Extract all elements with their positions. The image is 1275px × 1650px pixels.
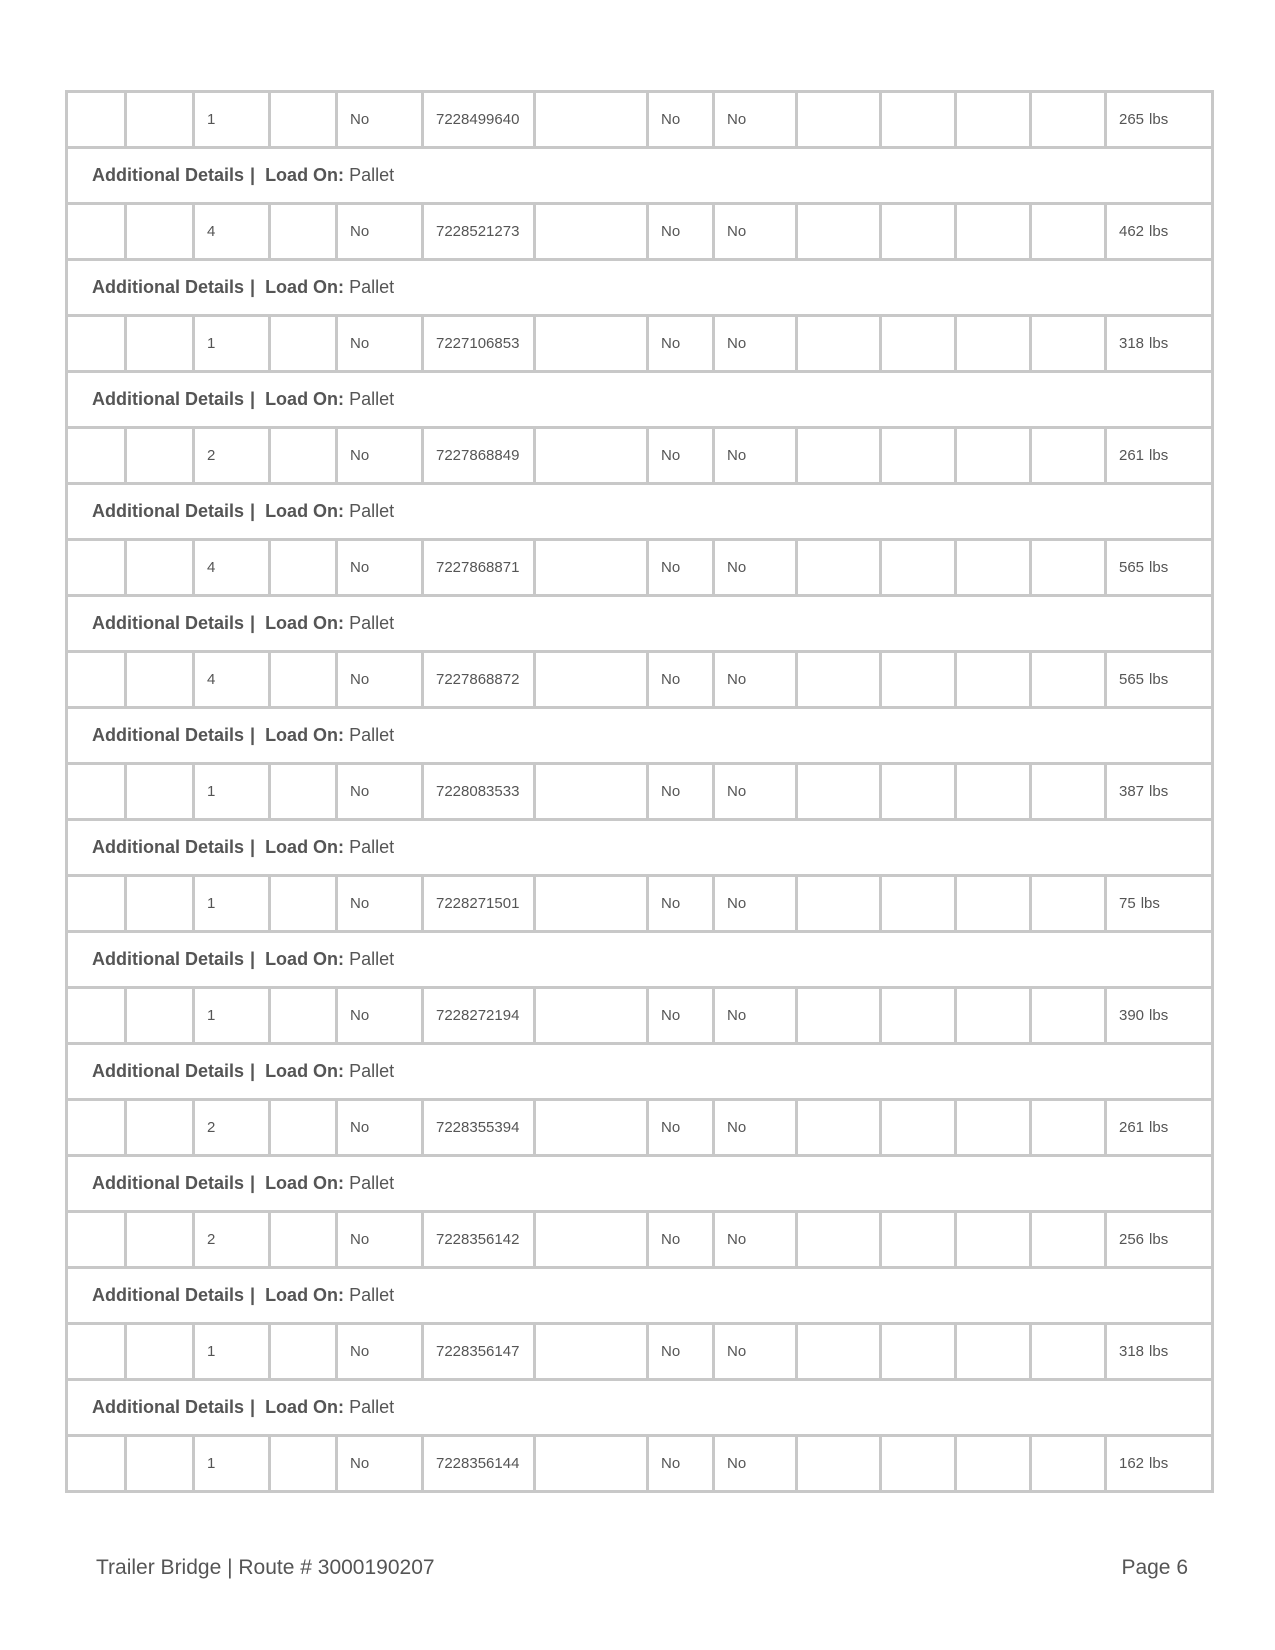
flag-cell: No (714, 764, 797, 820)
table-row (67, 428, 1213, 484)
empty-cell (881, 428, 956, 484)
empty-cell (535, 1100, 648, 1156)
empty-cell (797, 540, 881, 596)
load-on-value: Pallet (349, 1173, 395, 1193)
load-on-label: Load On: (265, 1061, 345, 1081)
weight-unit: lbs (1149, 783, 1169, 800)
empty-cell (126, 540, 194, 596)
flag-cell: No (337, 652, 423, 708)
flag-cell: No (648, 1324, 714, 1380)
additional-details-cell (67, 820, 1213, 876)
flag-cell: No (337, 92, 423, 148)
bol-number-cell: 7227868872 (423, 652, 535, 708)
weight-value: 261 (1119, 447, 1145, 464)
load-on-value: Pallet (349, 165, 395, 185)
empty-cell (881, 540, 956, 596)
empty-cell (1031, 428, 1106, 484)
empty-cell (1031, 540, 1106, 596)
bol-number-cell: 7228356142 (423, 1212, 535, 1268)
empty-cell (956, 92, 1031, 148)
table-row (67, 1212, 1213, 1268)
empty-cell (1031, 988, 1106, 1044)
empty-cell (67, 652, 126, 708)
flag-cell: No (337, 204, 423, 260)
additional-details-row (67, 932, 1213, 988)
empty-cell (1031, 316, 1106, 372)
empty-cell (126, 988, 194, 1044)
additional-details-cell (67, 484, 1213, 540)
empty-cell (881, 988, 956, 1044)
load-on-value: Pallet (349, 1285, 395, 1305)
weight-cell (1106, 1436, 1213, 1492)
table-row (67, 1100, 1213, 1156)
detail-label: Additional Details (92, 949, 245, 969)
empty-cell (956, 316, 1031, 372)
empty-cell (956, 1436, 1031, 1492)
additional-details-cell (67, 148, 1213, 204)
empty-cell (956, 1212, 1031, 1268)
detail-separator: | (250, 613, 256, 633)
flag-cell: No (714, 1100, 797, 1156)
flag-cell: No (337, 1324, 423, 1380)
empty-cell (67, 316, 126, 372)
detail-separator: | (250, 837, 256, 857)
weight-unit: lbs (1149, 447, 1169, 464)
empty-cell (956, 1100, 1031, 1156)
empty-cell (67, 428, 126, 484)
load-on-label: Load On: (265, 949, 345, 969)
weight-value: 318 (1119, 1343, 1145, 1360)
empty-cell (126, 1212, 194, 1268)
empty-cell (535, 316, 648, 372)
empty-cell (67, 764, 126, 820)
flag-cell: No (648, 316, 714, 372)
empty-cell (535, 428, 648, 484)
weight-unit: lbs (1149, 559, 1169, 576)
empty-cell (956, 1324, 1031, 1380)
weight-cell (1106, 428, 1213, 484)
flag-cell: No (648, 764, 714, 820)
additional-details-row (67, 820, 1213, 876)
flag-cell: No (648, 652, 714, 708)
additional-details-row (67, 1156, 1213, 1212)
empty-cell (126, 876, 194, 932)
flag-cell: No (714, 1212, 797, 1268)
empty-cell (881, 1324, 956, 1380)
flag-cell: No (648, 428, 714, 484)
flag-cell: No (337, 876, 423, 932)
empty-cell (956, 876, 1031, 932)
detail-separator: | (250, 165, 256, 185)
empty-cell (535, 988, 648, 1044)
bol-number-cell: 7227868871 (423, 540, 535, 596)
flag-cell: No (714, 1436, 797, 1492)
empty-cell (1031, 764, 1106, 820)
empty-cell (270, 204, 337, 260)
detail-separator: | (250, 1285, 256, 1305)
empty-cell (881, 1436, 956, 1492)
quantity-cell: 4 (194, 540, 270, 596)
detail-separator: | (250, 949, 256, 969)
detail-label: Additional Details (92, 1397, 245, 1417)
weight-value: 565 (1119, 559, 1145, 576)
flag-cell: No (337, 428, 423, 484)
flag-cell: No (714, 988, 797, 1044)
detail-label: Additional Details (92, 1285, 245, 1305)
flag-cell: No (337, 1436, 423, 1492)
bol-number-cell: 7227868849 (423, 428, 535, 484)
empty-cell (797, 1100, 881, 1156)
additional-details-cell (67, 1268, 1213, 1324)
bol-number-cell: 7227106853 (423, 316, 535, 372)
table-row (67, 652, 1213, 708)
quantity-cell: 2 (194, 1212, 270, 1268)
flag-cell: No (714, 316, 797, 372)
flag-cell: No (648, 876, 714, 932)
flag-cell: No (714, 876, 797, 932)
load-on-value: Pallet (349, 1061, 395, 1081)
flag-cell: No (648, 988, 714, 1044)
empty-cell (126, 316, 194, 372)
weight-value: 261 (1119, 1119, 1145, 1136)
quantity-cell: 1 (194, 92, 270, 148)
load-on-label: Load On: (265, 1173, 345, 1193)
detail-label: Additional Details (92, 277, 245, 297)
empty-cell (126, 204, 194, 260)
weight-unit: lbs (1149, 1343, 1169, 1360)
quantity-cell: 2 (194, 428, 270, 484)
additional-details-cell (67, 260, 1213, 316)
empty-cell (67, 204, 126, 260)
quantity-cell: 1 (194, 1324, 270, 1380)
detail-separator: | (250, 725, 256, 745)
empty-cell (881, 204, 956, 260)
weight-cell (1106, 92, 1213, 148)
flag-cell: No (337, 1212, 423, 1268)
weight-value: 565 (1119, 671, 1145, 688)
load-on-label: Load On: (265, 389, 345, 409)
bol-number-cell: 7228521273 (423, 204, 535, 260)
empty-cell (270, 1436, 337, 1492)
empty-cell (67, 1324, 126, 1380)
detail-separator: | (250, 1397, 256, 1417)
table-row (67, 1436, 1213, 1492)
flag-cell: No (714, 652, 797, 708)
weight-value: 318 (1119, 335, 1145, 352)
load-on-value: Pallet (349, 613, 395, 633)
empty-cell (1031, 1436, 1106, 1492)
empty-cell (270, 764, 337, 820)
quantity-cell: 2 (194, 1100, 270, 1156)
load-on-value: Pallet (349, 949, 395, 969)
empty-cell (270, 1324, 337, 1380)
weight-unit: lbs (1149, 1119, 1169, 1136)
weight-value: 75 (1119, 895, 1136, 912)
weight-cell (1106, 316, 1213, 372)
flag-cell: No (648, 1212, 714, 1268)
detail-label: Additional Details (92, 1173, 245, 1193)
flag-cell: No (648, 204, 714, 260)
empty-cell (881, 316, 956, 372)
empty-cell (881, 1212, 956, 1268)
load-on-label: Load On: (265, 501, 345, 521)
detail-label: Additional Details (92, 165, 245, 185)
shipment-table-body (67, 92, 1213, 1492)
empty-cell (535, 876, 648, 932)
empty-cell (535, 92, 648, 148)
empty-cell (67, 876, 126, 932)
weight-value: 162 (1119, 1455, 1145, 1472)
shipment-table (65, 90, 1214, 1493)
bol-number-cell: 7228272194 (423, 988, 535, 1044)
empty-cell (270, 316, 337, 372)
load-on-label: Load On: (265, 613, 345, 633)
empty-cell (797, 876, 881, 932)
table-row (67, 876, 1213, 932)
weight-cell (1106, 540, 1213, 596)
detail-separator: | (250, 277, 256, 297)
weight-value: 390 (1119, 1007, 1145, 1024)
empty-cell (881, 764, 956, 820)
empty-cell (797, 1324, 881, 1380)
weight-cell (1106, 1324, 1213, 1380)
weight-cell (1106, 652, 1213, 708)
detail-separator: | (250, 501, 256, 521)
weight-cell (1106, 1212, 1213, 1268)
detail-label: Additional Details (92, 837, 245, 857)
bol-number-cell: 7228356147 (423, 1324, 535, 1380)
additional-details-row (67, 708, 1213, 764)
weight-value: 387 (1119, 783, 1145, 800)
load-on-label: Load On: (265, 165, 345, 185)
empty-cell (535, 1324, 648, 1380)
empty-cell (797, 652, 881, 708)
flag-cell: No (648, 1436, 714, 1492)
empty-cell (67, 1436, 126, 1492)
empty-cell (797, 428, 881, 484)
quantity-cell: 4 (194, 652, 270, 708)
empty-cell (1031, 92, 1106, 148)
empty-cell (956, 428, 1031, 484)
empty-cell (535, 204, 648, 260)
empty-cell (881, 1100, 956, 1156)
load-on-label: Load On: (265, 837, 345, 857)
weight-cell (1106, 1100, 1213, 1156)
empty-cell (67, 1100, 126, 1156)
flag-cell: No (337, 988, 423, 1044)
additional-details-row (67, 148, 1213, 204)
flag-cell: No (714, 1324, 797, 1380)
flag-cell: No (714, 428, 797, 484)
empty-cell (126, 764, 194, 820)
additional-details-cell (67, 1380, 1213, 1436)
footer-route: Trailer Bridge | Route # 3000190207 (96, 1556, 435, 1579)
detail-separator: | (250, 1173, 256, 1193)
empty-cell (1031, 652, 1106, 708)
detail-label: Additional Details (92, 725, 245, 745)
quantity-cell: 1 (194, 316, 270, 372)
empty-cell (881, 876, 956, 932)
additional-details-row (67, 1380, 1213, 1436)
empty-cell (270, 92, 337, 148)
load-on-label: Load On: (265, 277, 345, 297)
load-on-value: Pallet (349, 501, 395, 521)
empty-cell (956, 988, 1031, 1044)
additional-details-row (67, 372, 1213, 428)
weight-value: 256 (1119, 1231, 1145, 1248)
empty-cell (797, 204, 881, 260)
flag-cell: No (648, 92, 714, 148)
weight-unit: lbs (1149, 111, 1169, 128)
empty-cell (797, 92, 881, 148)
footer-page-number: Page 6 (1121, 1556, 1188, 1579)
weight-unit: lbs (1149, 1231, 1169, 1248)
empty-cell (126, 428, 194, 484)
empty-cell (1031, 1100, 1106, 1156)
empty-cell (126, 1324, 194, 1380)
weight-unit: lbs (1149, 335, 1169, 352)
weight-unit: lbs (1149, 223, 1169, 240)
empty-cell (797, 1436, 881, 1492)
load-on-value: Pallet (349, 389, 395, 409)
bol-number-cell: 7228499640 (423, 92, 535, 148)
weight-unit: lbs (1140, 895, 1160, 912)
empty-cell (797, 316, 881, 372)
detail-label: Additional Details (92, 389, 245, 409)
empty-cell (126, 1100, 194, 1156)
table-row (67, 204, 1213, 260)
empty-cell (270, 1100, 337, 1156)
table-row (67, 316, 1213, 372)
bol-number-cell: 7228355394 (423, 1100, 535, 1156)
bol-number-cell: 7228271501 (423, 876, 535, 932)
empty-cell (270, 1212, 337, 1268)
load-on-label: Load On: (265, 725, 345, 745)
empty-cell (956, 764, 1031, 820)
empty-cell (270, 428, 337, 484)
flag-cell: No (337, 316, 423, 372)
flag-cell: No (714, 92, 797, 148)
flag-cell: No (337, 540, 423, 596)
empty-cell (1031, 204, 1106, 260)
empty-cell (797, 1212, 881, 1268)
empty-cell (126, 92, 194, 148)
empty-cell (126, 1436, 194, 1492)
table-row (67, 540, 1213, 596)
empty-cell (881, 92, 956, 148)
detail-label: Additional Details (92, 613, 245, 633)
detail-label: Additional Details (92, 501, 245, 521)
weight-cell (1106, 764, 1213, 820)
empty-cell (67, 540, 126, 596)
additional-details-row (67, 1268, 1213, 1324)
empty-cell (1031, 876, 1106, 932)
empty-cell (535, 764, 648, 820)
flag-cell: No (714, 540, 797, 596)
empty-cell (270, 540, 337, 596)
flag-cell: No (714, 204, 797, 260)
load-on-value: Pallet (349, 277, 395, 297)
table-row (67, 988, 1213, 1044)
quantity-cell: 1 (194, 1436, 270, 1492)
empty-cell (535, 652, 648, 708)
empty-cell (956, 204, 1031, 260)
table-row (67, 1324, 1213, 1380)
flag-cell: No (648, 1100, 714, 1156)
additional-details-cell (67, 1156, 1213, 1212)
weight-unit: lbs (1149, 1007, 1169, 1024)
additional-details-row (67, 484, 1213, 540)
detail-separator: | (250, 1061, 256, 1081)
empty-cell (270, 876, 337, 932)
load-on-label: Load On: (265, 1397, 345, 1417)
empty-cell (67, 988, 126, 1044)
additional-details-cell (67, 1044, 1213, 1100)
empty-cell (1031, 1324, 1106, 1380)
quantity-cell: 4 (194, 204, 270, 260)
additional-details-cell (67, 932, 1213, 988)
additional-details-cell (67, 372, 1213, 428)
additional-details-cell (67, 708, 1213, 764)
quantity-cell: 1 (194, 876, 270, 932)
weight-value: 462 (1119, 223, 1145, 240)
empty-cell (956, 540, 1031, 596)
quantity-cell: 1 (194, 988, 270, 1044)
empty-cell (535, 1212, 648, 1268)
empty-cell (797, 988, 881, 1044)
quantity-cell: 1 (194, 764, 270, 820)
load-on-value: Pallet (349, 725, 395, 745)
load-on-value: Pallet (349, 1397, 395, 1417)
empty-cell (270, 652, 337, 708)
flag-cell: No (648, 540, 714, 596)
weight-cell (1106, 876, 1213, 932)
additional-details-cell (67, 596, 1213, 652)
empty-cell (67, 1212, 126, 1268)
load-on-label: Load On: (265, 1285, 345, 1305)
bol-number-cell: 7228356144 (423, 1436, 535, 1492)
bol-number-cell: 7228083533 (423, 764, 535, 820)
weight-cell (1106, 204, 1213, 260)
flag-cell: No (337, 764, 423, 820)
detail-label: Additional Details (92, 1061, 245, 1081)
empty-cell (270, 988, 337, 1044)
load-on-value: Pallet (349, 837, 395, 857)
empty-cell (1031, 1212, 1106, 1268)
empty-cell (881, 652, 956, 708)
detail-separator: | (250, 389, 256, 409)
weight-value: 265 (1119, 111, 1145, 128)
additional-details-row (67, 1044, 1213, 1100)
additional-details-row (67, 596, 1213, 652)
weight-unit: lbs (1149, 1455, 1169, 1472)
empty-cell (126, 652, 194, 708)
empty-cell (797, 764, 881, 820)
weight-unit: lbs (1149, 671, 1169, 688)
table-row (67, 764, 1213, 820)
empty-cell (535, 540, 648, 596)
flag-cell: No (337, 1100, 423, 1156)
table-row (67, 92, 1213, 148)
empty-cell (956, 652, 1031, 708)
additional-details-row (67, 260, 1213, 316)
empty-cell (67, 92, 126, 148)
weight-cell (1106, 988, 1213, 1044)
empty-cell (535, 1436, 648, 1492)
